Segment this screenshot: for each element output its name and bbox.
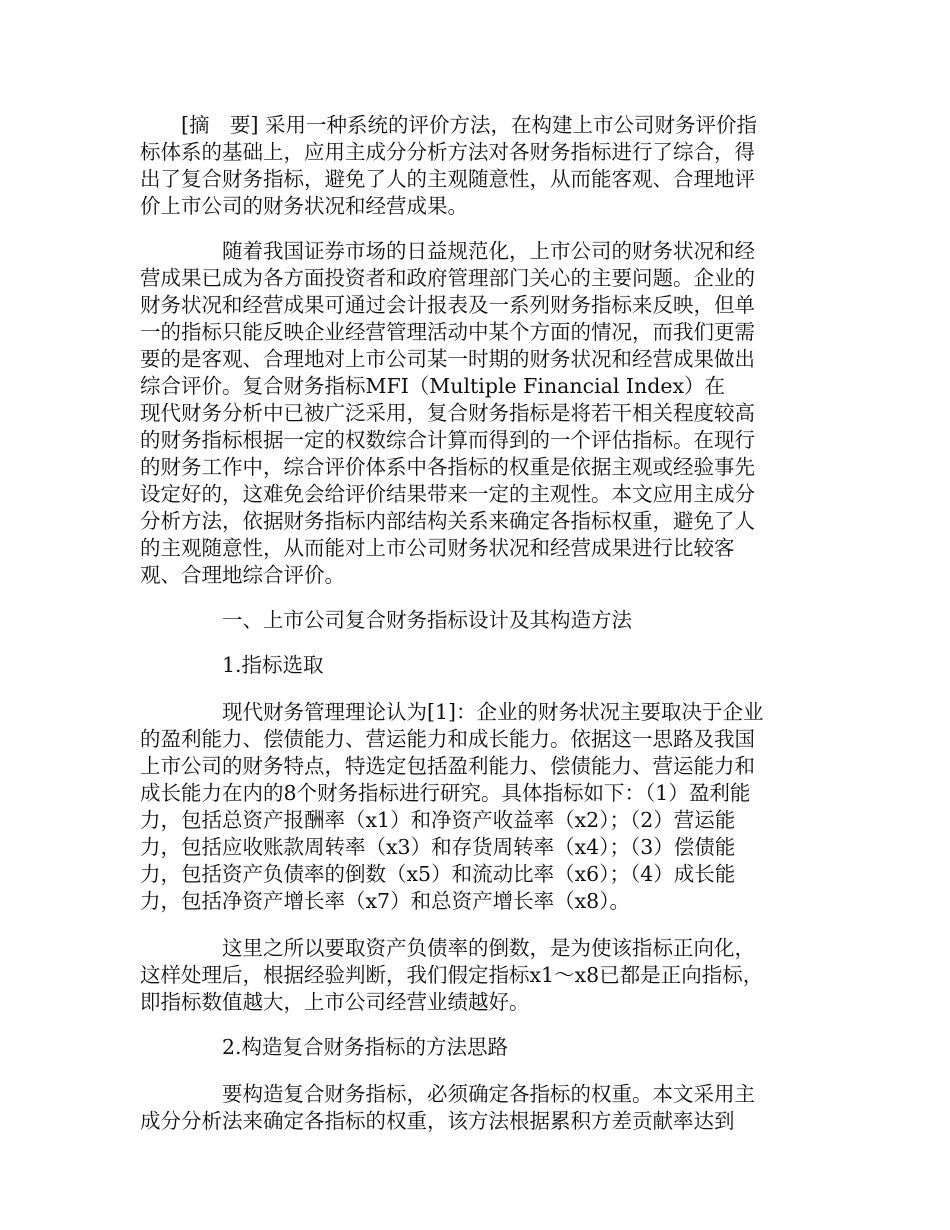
abstract-text: 采用一种系统的评价方法，在构建上市公司财务评价指 标体系的基础上，应用主成分分析方法对各财务指标进行了综合，得 出了复合财务指标，避免了人的主观随意性，从而能客观、合理地评 价上市公司的财务状况和经营成果。 <box>140 113 758 218</box>
body-paragraph-1: 随着我国证券市场的日益规范化，上市公司的财务状况和经 营成果已成为各方面投资者和政府管理部门关心的主要问题。企业的 财务状况和经营成果可通过会计报表及一系列财务指标来反映，但单 一的指标只能反映企业经营管理活动中某个方面的情况，而我们更需 要的是客观、合理地对上市公司某一时期的财务状况和经营成果做出 综合评价。复合财务指标MFI（Multiple Financial Index）在 现代财务分析中已被广泛采用，复合财务指标是将若干相关程度较高 的财务指标根据一定的权数综合计算而得到的一个评估指标。在现行 的财务工作中，综合评价体系中各指标的权重是依据主观或经验事先 设定好的，这难免会给评价结果带来一定的主观性。本文应用主成分 分析方法，依据财务指标内部结构关系来确定各指标权重，避免了人 的主观随意性，从而能对上市公司财务状况和经营成果进行比较客 观、合理地综合评价。 <box>140 239 755 587</box>
subsection-heading-2: 2.构造复合财务指标的方法思路 <box>140 1035 509 1059</box>
subsection-heading-1: 1.指标选取 <box>140 653 324 677</box>
abstract-paragraph <box>140 112 812 220</box>
abstract-label: [摘 要] <box>181 113 259 137</box>
body-paragraph-4: 要构造复合财务指标，必须确定各指标的权重。本文采用主 成分分析法来确定各指标的权重，该方法根据累积方差贡献率达到 <box>140 1082 755 1133</box>
body-paragraph-2: 现代财务管理理论认为[1]：企业的财务状况主要取决于企业 的盈利能力、偿债能力、营运能力和成长能力。依据这一思路及我国 上市公司的财务特点，特选定包括盈利能力、偿债能力、营运能力和 成长能力在内的8个财务指标进行研究。具体指标如下：（1）盈利能 力，包括总资产报酬率（x1）和净资产收益率（x2）；（2）营运能 力，包括应收账款周转率（x3）和存货周转率（x4）；（3）偿债能 力，包括资产负债率的倒数（x5）和流动比率（x6）；（4）成长能 力，包括净资产增长率（x7）和总资产增长率（x8）。 <box>140 700 764 913</box>
section-heading-1: 一、上市公司复合财务指标设计及其构造方法 <box>140 608 632 632</box>
body-paragraph-3: 这里之所以要取资产负债率的倒数，是为使该指标正向化， 这样处理后，根据经验判断，我们假定指标x1～x8已都是正向指标， 即指标数值越大，上市公司经营业绩越好。 <box>140 936 764 1014</box>
document-page <box>140 112 812 1135</box>
